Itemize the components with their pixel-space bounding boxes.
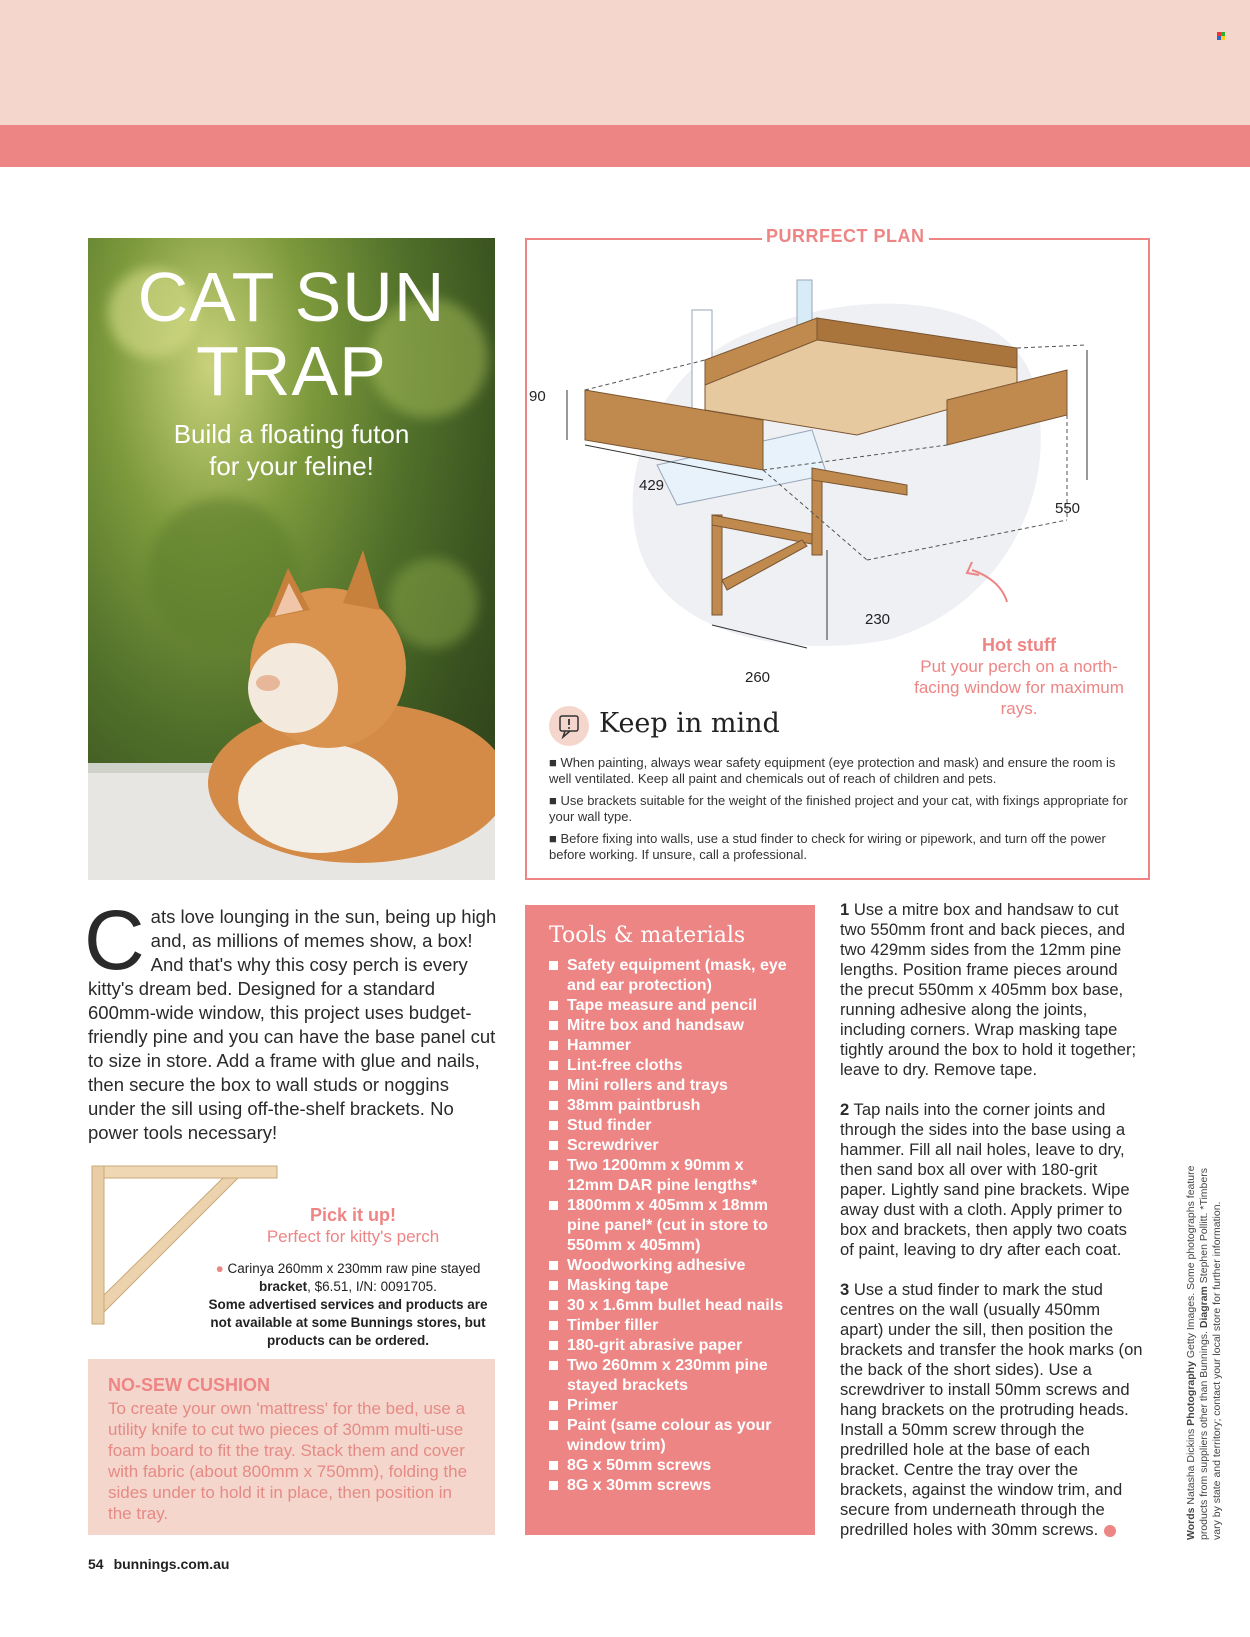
- tool-item: 8G x 30mm screws: [549, 1476, 791, 1496]
- tool-item: 1800mm x 405mm x 18mm pine panel* (cut in store to 550mm x 405mm): [549, 1196, 791, 1256]
- pick-it-up: [88, 1160, 498, 1350]
- tool-item: Timber filler: [549, 1316, 791, 1336]
- hot-stuff-title: Hot stuff: [982, 635, 1056, 655]
- hero-subtitle-line1: Build a floating futon: [173, 419, 410, 449]
- keep-item: ■ Before fixing into walls, use a stud finder to check for wiring or pipework, and turn off the power before working. If unsure, call a professional.: [549, 831, 1106, 862]
- step-number: 1: [840, 900, 850, 919]
- tool-item: Woodworking adhesive: [549, 1256, 791, 1276]
- cushion-text: To create your own 'mattress' for the bed, use a utility knife to cut two pieces of 30mm multi-use foam board to fit the tray. Stack them and cover with fabric (about 800mm x 750mm), folding the sides under to hold it in place, then position in the tray.: [108, 1399, 468, 1523]
- words-credit: Natasha Dickins: [1185, 1425, 1197, 1508]
- no-sew-cushion-box: [88, 1359, 495, 1535]
- tool-item: Primer: [549, 1396, 791, 1416]
- dim-90: 90: [529, 388, 546, 405]
- tool-item: Paint (same colour as your window trim): [549, 1416, 791, 1456]
- drop-cap: C: [84, 893, 145, 987]
- product-price: , $6.51, I/N: 0091705.: [307, 1279, 437, 1294]
- info-icon: [549, 706, 589, 746]
- top-band: [0, 0, 1250, 125]
- step-1: [840, 900, 1145, 1080]
- dim-550: 550: [1055, 500, 1081, 517]
- hot-stuff-text: Put your perch on a north-facing window for maximum rays.: [914, 657, 1124, 718]
- brand-mark-icon: [1217, 32, 1225, 40]
- tool-item: 30 x 1.6mm bullet head nails: [549, 1296, 791, 1316]
- hero-title-line2: TRAP: [196, 332, 387, 410]
- tool-item: Tape measure and pencil: [549, 996, 791, 1016]
- instructions: [840, 900, 1145, 1560]
- pick-subtitle: Perfect for kitty's perch: [266, 1227, 440, 1246]
- end-mark-icon: [1104, 1525, 1116, 1537]
- tool-item: Mini rollers and trays: [549, 1076, 791, 1096]
- tools-title: Tools & materials: [549, 923, 746, 948]
- tool-item: Two 1200mm x 90mm x 12mm DAR pine lengths*: [549, 1156, 791, 1196]
- diagram-credit: Stephen Pollitt. *Timbers vary by state and territory; contact your local store for further information.: [1198, 1168, 1223, 1540]
- tool-item: 180-grit abrasive paper: [549, 1336, 791, 1356]
- page-number: 54: [88, 1556, 104, 1572]
- availability-note: Some advertised services and products are not available at some Bunnings stores, but products can be ordered.: [208, 1297, 488, 1348]
- photo-credit: Getty Images. Some photographs feature products from suppliers other than Bunnings.: [1185, 1165, 1210, 1540]
- tool-item: Stud finder: [549, 1116, 791, 1136]
- tool-item: Lint-free cloths: [549, 1056, 791, 1076]
- hero-title-line1: CAT SUN: [137, 258, 446, 336]
- product-text: Carinya 260mm x 230mm raw pine stayed: [227, 1261, 481, 1276]
- tools-materials-box: [525, 905, 815, 1535]
- keep-item-text: Before fixing into walls, use a stud finder to check for wiring or pipework, and turn off the power before working. If unsure, call a professional.: [549, 831, 1106, 862]
- site-url: bunnings.com.au: [113, 1556, 230, 1572]
- product-name: bracket: [259, 1279, 308, 1294]
- keep-item-text: When painting, always wear safety equipment (eye protection and mask) and ensure the room is well ventilated. Keep all paint and chemicals out of reach of children and pets.: [549, 755, 1116, 786]
- hero-subtitle: [88, 418, 495, 482]
- perch-diagram: [527, 240, 1147, 700]
- keep-item: ■ When painting, always wear safety equipment (eye protection and mask) and ensure the room is well ventilated. Keep all paint and chemicals out of reach of children and pets.: [549, 755, 1116, 786]
- words-label: Words: [1185, 1507, 1197, 1540]
- keep-in-mind-list: [549, 755, 1129, 869]
- step-text: Tap nails into the corner joints and through the sides into the base using a hammer. Fill all nail holes, leave to dry, then sand box all over with 180-grit paper. Lightly sand pine brackets. Wipe away dust with a cloth. Apply primer to box and brackets, then apply two coats of paint, leaving to dry after each coat.: [840, 1100, 1130, 1259]
- diagram-label: Diagram: [1198, 1286, 1210, 1329]
- tool-item: 38mm paintbrush: [549, 1096, 791, 1116]
- step-number: 3: [840, 1280, 850, 1299]
- photo-label: Photography: [1185, 1361, 1197, 1426]
- tool-item: 8G x 50mm screws: [549, 1456, 791, 1476]
- step-2: [840, 1100, 1145, 1260]
- pick-title: Pick it up!: [309, 1205, 396, 1225]
- dim-429: 429: [639, 477, 665, 494]
- credits: [1185, 1160, 1223, 1540]
- tool-item: Masking tape: [549, 1276, 791, 1296]
- hero-photo: [88, 238, 495, 880]
- intro-paragraph: [84, 893, 498, 1145]
- keep-item: ■ Use brackets suitable for the weight of the finished project and your cat, with fixings appropriate for your wall type.: [549, 793, 1128, 824]
- intro-text: ats love lounging in the sun, being up high and, as millions of memes show, a box! And that's why this cosy perch is every kitty's dream bed. Designed for a standard 600mm-wide window, this project uses budget-friendly pine and you can have the base panel cut to size in store. Add a frame with glue and nails, then secure the box to wall studs or noggins under the sill using off-the-shelf brackets. No power tools necessary!: [88, 906, 497, 1143]
- step-3: [840, 1280, 1145, 1540]
- keep-in-mind-title: Keep in mind: [599, 708, 780, 739]
- plan-title: PURRFECT PLAN: [762, 226, 929, 247]
- credits-text: [1185, 1160, 1224, 1540]
- keep-item-text: Use brackets suitable for the weight of the finished project and your cat, with fixings appropriate for your wall type.: [549, 793, 1128, 824]
- tool-item: Two 260mm x 230mm pine stayed brackets: [549, 1356, 791, 1396]
- dim-260: 260: [745, 669, 771, 686]
- hero-subtitle-line2: for your feline!: [209, 451, 374, 481]
- tool-item: Screwdriver: [549, 1136, 791, 1156]
- hot-stuff-callout: [909, 635, 1129, 719]
- product-info: [198, 1260, 498, 1350]
- hero-title: [88, 260, 495, 408]
- bullet-dot-icon: ●: [215, 1261, 224, 1276]
- pink-band: [0, 125, 1250, 167]
- purrfect-plan-box: [525, 226, 1150, 880]
- page-footer: [88, 1556, 239, 1572]
- cushion-title: NO-SEW CUSHION: [108, 1375, 270, 1395]
- tool-item: Hammer: [549, 1036, 791, 1056]
- tool-item: Mitre box and handsaw: [549, 1016, 791, 1036]
- tools-list: [549, 956, 791, 1496]
- tool-item: Safety equipment (mask, eye and ear protection): [549, 956, 791, 996]
- step-text: Use a stud finder to mark the stud centres on the wall (usually 450mm apart) under the sill, then position the brackets and transfer the hook marks (on the back of the short sides). Use a screwdriver to install 50mm screws and hang brackets on the protruding heads. Install a 50mm screw through the predrilled hole at the base of each bracket. Centre the tray over the brackets, against the window trim, and secure from underneath through the predrilled holes with 30mm screws.: [840, 1280, 1143, 1539]
- step-number: 2: [840, 1100, 850, 1119]
- step-text: Use a mitre box and handsaw to cut two 550mm front and back pieces, and two 429mm sides from the 12mm pine lengths. Position frame pieces around the precut 550mm x 405mm box base, running adhesive along the joints, including corners. Wrap masking tape tightly around the box to hold it together; leave to dry. Remove tape.: [840, 900, 1137, 1079]
- pick-callout: [208, 1205, 498, 1247]
- dim-230: 230: [865, 611, 891, 628]
